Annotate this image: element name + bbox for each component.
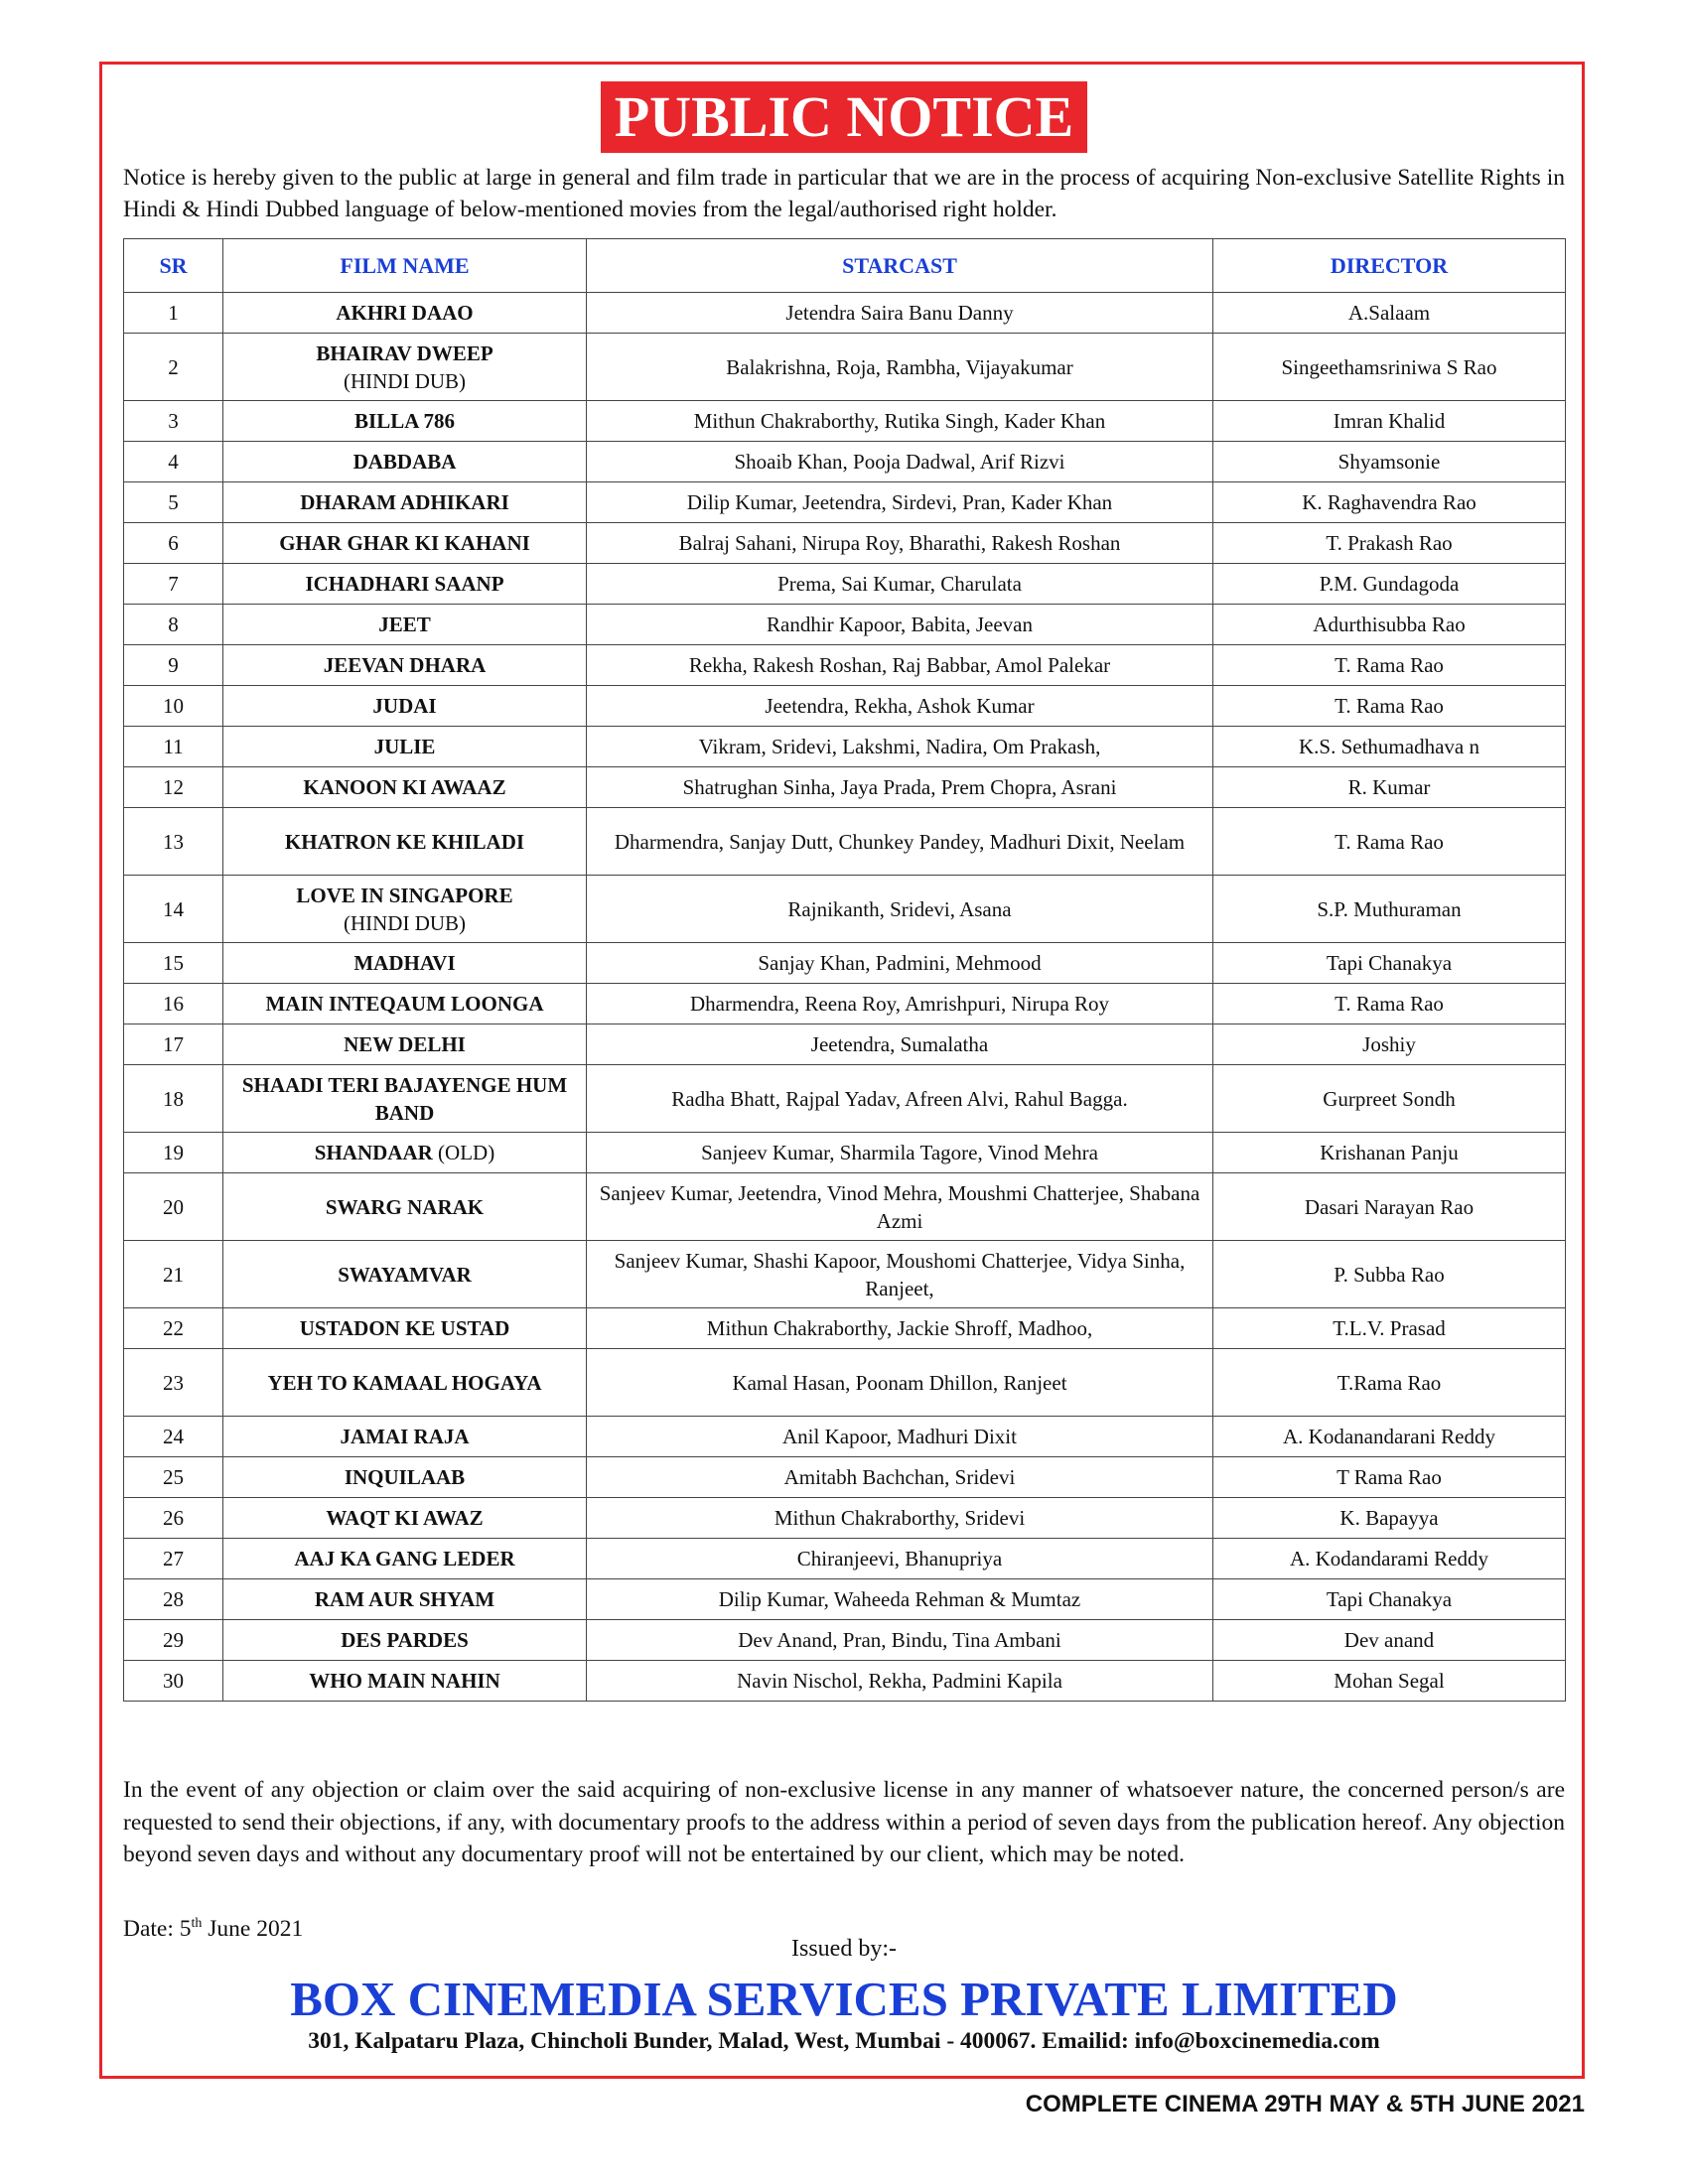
cell-starcast: Anil Kapoor, Madhuri Dixit (587, 1417, 1213, 1457)
cell-sr: 24 (124, 1417, 223, 1457)
film-title: BILLA 786 (354, 409, 455, 433)
cell-sr: 27 (124, 1539, 223, 1579)
cell-film-name (223, 1539, 587, 1579)
cell-director: Singeethamsriniwa S Rao (1213, 334, 1566, 401)
cell-sr: 22 (124, 1308, 223, 1349)
cell-sr: 20 (124, 1173, 223, 1241)
films-table (123, 238, 1566, 1702)
cell-director: T. Rama Rao (1213, 808, 1566, 876)
table-row (124, 482, 1566, 523)
cell-director: Adurthisubba Rao (1213, 605, 1566, 645)
cell-sr: 14 (124, 876, 223, 943)
table-row (124, 943, 1566, 984)
cell-starcast: Dilip Kumar, Waheeda Rehman & Mumtaz (587, 1579, 1213, 1620)
film-title: BHAIRAV DWEEP (316, 341, 493, 365)
film-title: AKHRI DAAO (336, 301, 474, 325)
cell-sr: 16 (124, 984, 223, 1024)
cell-starcast: Jeetendra, Rekha, Ashok Kumar (587, 686, 1213, 727)
table-row (124, 605, 1566, 645)
table-row (124, 1457, 1566, 1498)
cell-film-name (223, 523, 587, 564)
cell-sr: 17 (124, 1024, 223, 1065)
cell-starcast: Jeetendra, Sumalatha (587, 1024, 1213, 1065)
cell-film-name (223, 767, 587, 808)
cell-film-name (223, 1133, 587, 1173)
film-title: SHAADI TERI BAJAYENGE HUM BAND (241, 1072, 568, 1125)
table-row (124, 401, 1566, 442)
cell-film-name (223, 1498, 587, 1539)
table-row (124, 645, 1566, 686)
film-title: KHATRON KE KHILADI (284, 829, 525, 854)
table-row (124, 1133, 1566, 1173)
film-title: SHANDAAR (314, 1141, 433, 1164)
cell-director: Dev anand (1213, 1620, 1566, 1661)
table-row (124, 727, 1566, 767)
cell-director: Mohan Segal (1213, 1661, 1566, 1702)
cell-film-name (223, 1620, 587, 1661)
cell-sr: 9 (124, 645, 223, 686)
film-title: LOVE IN SINGAPORE (296, 883, 513, 907)
cell-director: Shyamsonie (1213, 442, 1566, 482)
film-title: WAQT KI AWAZ (326, 1506, 484, 1530)
cell-director: S.P. Muthuraman (1213, 876, 1566, 943)
cell-director: T Rama Rao (1213, 1457, 1566, 1498)
cell-director: Tapi Chanakya (1213, 1579, 1566, 1620)
cell-director: A. Kodandarami Reddy (1213, 1539, 1566, 1579)
table-row (124, 293, 1566, 334)
cell-film-name (223, 293, 587, 334)
cell-starcast: Mithun Chakraborthy, Jackie Shroff, Madhoo, (587, 1308, 1213, 1349)
film-title: WHO MAIN NAHIN (309, 1669, 500, 1693)
table-row (124, 523, 1566, 564)
cell-starcast: Rekha, Rakesh Roshan, Raj Babbar, Amol Palekar (587, 645, 1213, 686)
cell-sr: 18 (124, 1065, 223, 1133)
table-row (124, 442, 1566, 482)
header-director: DIRECTOR (1213, 239, 1566, 293)
cell-starcast: Chiranjeevi, Bhanupriya (587, 1539, 1213, 1579)
film-title: MADHAVI (353, 951, 456, 975)
cell-sr: 25 (124, 1457, 223, 1498)
film-title: ICHADHARI SAANP (305, 572, 504, 596)
cell-director: K.S. Sethumadhava n (1213, 727, 1566, 767)
cell-director: T. Rama Rao (1213, 984, 1566, 1024)
table-body (124, 293, 1566, 1702)
cell-sr: 10 (124, 686, 223, 727)
table-row (124, 686, 1566, 727)
film-title: RAM AUR SHYAM (314, 1587, 495, 1611)
film-title: DHARAM ADHIKARI (300, 490, 509, 514)
table-row (124, 1579, 1566, 1620)
cell-sr: 1 (124, 293, 223, 334)
cell-director: A.Salaam (1213, 293, 1566, 334)
film-title: MAIN INTEQAUM LOONGA (265, 992, 544, 1016)
cell-director: Joshiy (1213, 1024, 1566, 1065)
cell-film-name (223, 564, 587, 605)
cell-film-name (223, 401, 587, 442)
film-title: KANOON KI AWAAZ (303, 775, 506, 799)
table-row (124, 1024, 1566, 1065)
cell-sr: 11 (124, 727, 223, 767)
film-title: JAMAI RAJA (340, 1425, 470, 1448)
cell-film-name (223, 605, 587, 645)
cell-sr: 19 (124, 1133, 223, 1173)
cell-starcast: Balakrishna, Roja, Rambha, Vijayakumar (587, 334, 1213, 401)
cell-starcast: Mithun Chakraborthy, Sridevi (587, 1498, 1213, 1539)
cell-sr: 8 (124, 605, 223, 645)
cell-sr: 29 (124, 1620, 223, 1661)
film-title: DABDABA (352, 450, 457, 474)
cell-starcast: Sanjeev Kumar, Jeetendra, Vinod Mehra, Moushmi Chatterjee, Shabana Azmi (587, 1173, 1213, 1241)
cell-film-name (223, 1024, 587, 1065)
cell-film-name (223, 645, 587, 686)
film-title: JULIE (373, 735, 436, 758)
film-title: AAJ KA GANG LEDER (294, 1547, 515, 1570)
cell-starcast: Radha Bhatt, Rajpal Yadav, Afreen Alvi, Rahul Bagga. (587, 1065, 1213, 1133)
cell-sr: 30 (124, 1661, 223, 1702)
film-dub-note: (HINDI DUB) (343, 368, 467, 393)
film-title: JEEVAN DHARA (323, 653, 487, 677)
cell-starcast: Sanjay Khan, Padmini, Mehmood (587, 943, 1213, 984)
cell-sr: 21 (124, 1241, 223, 1308)
cell-film-name (223, 334, 587, 401)
header-starcast: STARCAST (587, 239, 1213, 293)
table-row (124, 1349, 1566, 1417)
issued-by-label: Issued by:- (791, 1936, 897, 1962)
cell-film-name (223, 876, 587, 943)
film-dub-note: (HINDI DUB) (343, 910, 467, 935)
header-sr: SR (124, 239, 223, 293)
film-title: JUDAI (372, 694, 437, 718)
cell-starcast: Dharmendra, Sanjay Dutt, Chunkey Pandey, Madhuri Dixit, Neelam (587, 808, 1213, 876)
film-title: GHAR GHAR KI KAHANI (279, 531, 530, 555)
cell-sr: 26 (124, 1498, 223, 1539)
cell-starcast: Balraj Sahani, Nirupa Roy, Bharathi, Rakesh Roshan (587, 523, 1213, 564)
cell-starcast: Dev Anand, Pran, Bindu, Tina Ambani (587, 1620, 1213, 1661)
cell-film-name (223, 1661, 587, 1702)
cell-film-name (223, 943, 587, 984)
table-row (124, 1417, 1566, 1457)
cell-starcast: Dharmendra, Reena Roy, Amrishpuri, Nirupa Roy (587, 984, 1213, 1024)
cell-director: T.Rama Rao (1213, 1349, 1566, 1417)
cell-starcast: Dilip Kumar, Jeetendra, Sirdevi, Pran, Kader Khan (587, 482, 1213, 523)
table-row (124, 984, 1566, 1024)
cell-sr: 12 (124, 767, 223, 808)
cell-director: T. Prakash Rao (1213, 523, 1566, 564)
cell-sr: 23 (124, 1349, 223, 1417)
cell-director: K. Bapayya (1213, 1498, 1566, 1539)
film-title: USTADON KE USTAD (299, 1316, 510, 1340)
film-title: NEW DELHI (344, 1032, 466, 1056)
cell-film-name (223, 1241, 587, 1308)
film-note: (OLD) (438, 1141, 495, 1164)
cell-director: R. Kumar (1213, 767, 1566, 808)
table-row (124, 334, 1566, 401)
cell-starcast: Rajnikanth, Sridevi, Asana (587, 876, 1213, 943)
film-title: JEET (378, 613, 431, 636)
cell-film-name (223, 1173, 587, 1241)
cell-sr: 3 (124, 401, 223, 442)
cell-film-name (223, 1065, 587, 1133)
cell-director: Gurpreet Sondh (1213, 1065, 1566, 1133)
table-row (124, 767, 1566, 808)
cell-director: T. Rama Rao (1213, 686, 1566, 727)
table-row (124, 564, 1566, 605)
company-address: 301, Kalpataru Plaza, Chincholi Bunder, Malad, West, Mumbai - 400067. Emailid: info@boxcinemedia.com (308, 2028, 1380, 2054)
table-row (124, 1065, 1566, 1133)
film-title: INQUILAAB (344, 1465, 466, 1489)
table-row (124, 1241, 1566, 1308)
table-header-row (124, 239, 1566, 293)
table-row (124, 1173, 1566, 1241)
title-wrap (0, 81, 1688, 153)
film-title: SWAYAMVAR (338, 1262, 472, 1287)
cell-director: T. Rama Rao (1213, 645, 1566, 686)
cell-sr: 6 (124, 523, 223, 564)
cell-starcast: Jetendra Saira Banu Danny (587, 293, 1213, 334)
cell-film-name (223, 727, 587, 767)
cell-starcast: Randhir Kapoor, Babita, Jeevan (587, 605, 1213, 645)
cell-sr: 13 (124, 808, 223, 876)
header-film-name: FILM NAME (223, 239, 587, 293)
cell-film-name (223, 482, 587, 523)
cell-starcast: Mithun Chakraborthy, Rutika Singh, Kader Khan (587, 401, 1213, 442)
cell-starcast: Navin Nischol, Rekha, Padmini Kapila (587, 1661, 1213, 1702)
notice-date: Date: 5th June 2021 (123, 1916, 304, 1942)
cell-director: P. Subba Rao (1213, 1241, 1566, 1308)
cell-film-name (223, 1457, 587, 1498)
cell-director: Imran Khalid (1213, 401, 1566, 442)
cell-film-name (223, 442, 587, 482)
cell-director: A. Kodanandarani Reddy (1213, 1417, 1566, 1457)
table-row (124, 1539, 1566, 1579)
cell-film-name (223, 1308, 587, 1349)
cell-starcast: Sanjeev Kumar, Shashi Kapoor, Moushomi Chatterjee, Vidya Sinha, Ranjeet, (587, 1241, 1213, 1308)
cell-starcast: Amitabh Bachchan, Sridevi (587, 1457, 1213, 1498)
cell-starcast: Shatrughan Sinha, Jaya Prada, Prem Chopra, Asrani (587, 767, 1213, 808)
table-row (124, 1308, 1566, 1349)
film-title: SWARG NARAK (325, 1194, 485, 1219)
table-row (124, 1620, 1566, 1661)
film-title: YEH TO KAMAAL HOGAYA (267, 1370, 542, 1395)
cell-sr: 4 (124, 442, 223, 482)
cell-sr: 7 (124, 564, 223, 605)
cell-film-name (223, 1579, 587, 1620)
cell-director: Dasari Narayan Rao (1213, 1173, 1566, 1241)
cell-sr: 2 (124, 334, 223, 401)
cell-starcast: Kamal Hasan, Poonam Dhillon, Ranjeet (587, 1349, 1213, 1417)
table-row (124, 1498, 1566, 1539)
cell-starcast: Vikram, Sridevi, Lakshmi, Nadira, Om Prakash, (587, 727, 1213, 767)
cell-director: Krishanan Panju (1213, 1133, 1566, 1173)
publication-footer: COMPLETE CINEMA 29TH MAY & 5TH JUNE 2021 (1025, 2091, 1585, 2117)
cell-film-name (223, 686, 587, 727)
film-title: DES PARDES (341, 1628, 469, 1652)
cell-film-name (223, 1417, 587, 1457)
cell-sr: 5 (124, 482, 223, 523)
cell-director: K. Raghavendra Rao (1213, 482, 1566, 523)
cell-film-name (223, 1349, 587, 1417)
table-row (124, 808, 1566, 876)
cell-starcast: Prema, Sai Kumar, Charulata (587, 564, 1213, 605)
table-row (124, 1661, 1566, 1702)
cell-film-name (223, 984, 587, 1024)
table-row (124, 876, 1566, 943)
cell-film-name (223, 808, 587, 876)
cell-director: P.M. Gundagoda (1213, 564, 1566, 605)
cell-sr: 15 (124, 943, 223, 984)
cell-starcast: Shoaib Khan, Pooja Dadwal, Arif Rizvi (587, 442, 1213, 482)
objection-paragraph: In the event of any objection or claim over the said acquiring of non-exclusive license in any manner of whatsoever nature, the concerned person/s are requested to send their objections, if any, with documentary proofs to the address within a period of seven days from the publication hereof. Any objection beyond seven days and without any documentary proof will not be entertained by our client, which may be noted. (123, 1777, 1565, 1867)
cell-sr: 28 (124, 1579, 223, 1620)
cell-director: Tapi Chanakya (1213, 943, 1566, 984)
cell-director: T.L.V. Prasad (1213, 1308, 1566, 1349)
notice-title: PUBLIC NOTICE (601, 81, 1087, 153)
company-name: BOX CINEMEDIA SERVICES PRIVATE LIMITED (290, 1972, 1398, 2026)
intro-paragraph: Notice is hereby given to the public at large in general and film trade in particular that we are in the process of acquiring Non-exclusive Satellite Rights in Hindi & Hindi Dubbed language of below-mentioned movies from the legal/authorised right holder. (123, 165, 1565, 222)
cell-starcast: Sanjeev Kumar, Sharmila Tagore, Vinod Mehra (587, 1133, 1213, 1173)
